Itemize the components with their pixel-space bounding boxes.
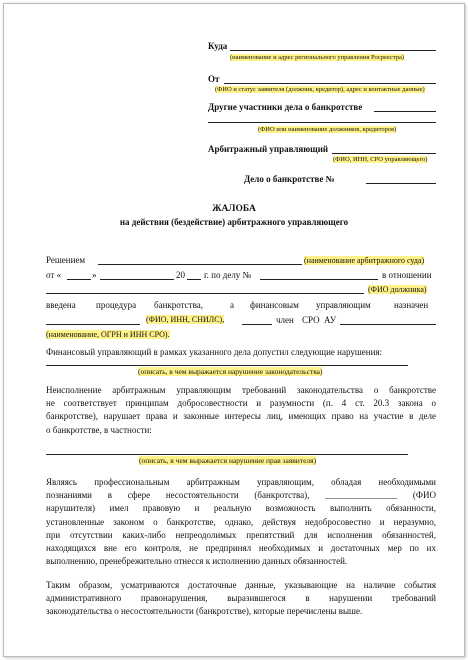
day-field-line xyxy=(67,279,91,280)
conclusion-line-1: Таким образом, усматриваются достаточные данные, указывающие на наличие события xyxy=(46,580,436,590)
sro-field-line xyxy=(340,324,436,325)
case-text: г. по делу № xyxy=(204,270,252,280)
fio-hint: (ФИО, ИНН, СНИЛС), xyxy=(146,315,225,324)
paragraph-professional xyxy=(46,476,436,568)
professional-line-5: при отсутствии каких-либо непреодолимых препятствий для исполнения обязанностей, xyxy=(46,529,436,540)
word-a: а xyxy=(230,300,234,310)
to-label: Куда xyxy=(208,41,228,51)
decision-word: Решением xyxy=(46,255,86,265)
professional-line-1: Являясь профессиональным арбитражным управляющим, обладая необходимыми xyxy=(46,477,436,487)
manager-field-line xyxy=(332,153,436,154)
date-from: от « xyxy=(46,270,62,280)
to-hint: (наименование и адрес регионального управления Росреестра) xyxy=(230,54,405,61)
to-field-line xyxy=(230,50,436,51)
court-field-line xyxy=(98,264,302,265)
case-number-line xyxy=(260,279,378,280)
conclusion-line-2: административного правонарушения, выразившегося в нарушении требований xyxy=(46,593,436,604)
manager-label: Арбитражный управляющий xyxy=(208,144,329,154)
debtor-field-line xyxy=(46,293,364,294)
nonfulfillment-line-2: не соответствует принципам добросовестности и разумности (п. 4 ст. 20.3 закона о xyxy=(46,398,436,409)
word-au: АУ xyxy=(324,315,337,325)
word-financial: финансовым xyxy=(250,300,299,310)
debtor-hint: (ФИО должника) xyxy=(368,285,427,294)
paragraph-conclusion xyxy=(46,579,436,619)
word-sro: СРО xyxy=(302,315,320,325)
violations-text: Финансовый управляющий в рамках указанного дела допустил следующие нарушения: xyxy=(46,347,383,357)
word-procedure: процедура xyxy=(96,300,137,310)
manager-hint: (ФИО, ИНН, СРО управляющего) xyxy=(333,156,428,163)
professional-line-3: нарушителя) имел правовую и реальную возможность выполнить обязанности, xyxy=(46,503,436,514)
violations-field-line xyxy=(46,365,408,366)
from-field-line xyxy=(224,83,436,84)
relation-word: в отношении xyxy=(382,270,432,280)
from-hint: (ФИО и статус заявителя (должник, кредитор), адрес и контактные данные) xyxy=(215,86,425,93)
year-field-line xyxy=(187,279,201,280)
nonfulfillment-line-3: банкротстве), нарушает права и законные интересы лиц, имеющих право на участие в деле xyxy=(46,411,436,422)
violations-hint: (описать, в чем выражается нарушение законодательства) xyxy=(138,367,323,376)
nonfulfillment-line-4: о банкротстве, в частности: xyxy=(46,424,152,435)
complaint-title: ЖАЛОБА xyxy=(212,204,256,214)
professional-line-4: установленные законом о банкротстве, однако, действуя недобросовестно и неразумно, xyxy=(46,516,436,527)
date-quote-close: » xyxy=(92,270,97,280)
complaint-subtitle: на действия (бездействие) арбитражного управляющего xyxy=(119,217,349,227)
manager-name-line xyxy=(46,324,140,325)
year-prefix: 20 xyxy=(176,270,185,280)
month-field-line xyxy=(100,279,174,280)
word-appointed: назначен xyxy=(394,300,429,310)
others-field-line-2 xyxy=(208,122,436,123)
court-hint: (наименование арбитражного суда) xyxy=(304,256,425,265)
case-label: Дело о банкротстве № xyxy=(244,174,335,184)
word-bankruptcy: банкротства, xyxy=(154,300,203,310)
word-introduced: введена xyxy=(46,300,76,310)
professional-line-2: познаниями в сфере несостоятельности (банкротства), ________________ (ФИО xyxy=(46,490,436,501)
professional-line-6: находящихся вне его контроля, не предпринял необходимых и достаточных мер по их xyxy=(46,543,436,554)
others-hint: (ФИО или наименование должников, кредиторов) xyxy=(258,126,397,133)
conclusion-line-3: законодательства о несостоятельности (банкротстве), которые перечислены выше. xyxy=(46,606,363,617)
manager-name-line-2 xyxy=(242,324,272,325)
word-manager: управляющим xyxy=(316,300,371,310)
case-field-line xyxy=(366,183,436,184)
word-member: член xyxy=(276,315,294,325)
others-label: Другие участники дела о банкротстве xyxy=(208,102,363,112)
professional-line-7: выполнению, пренебрежительно отнесся к исполнению данных обязанностей. xyxy=(46,556,348,567)
rights-hint: (описать, в чем выражается нарушение прав заявителя) xyxy=(139,456,317,465)
others-field-line xyxy=(374,111,436,112)
document-page xyxy=(3,3,465,657)
from-label: От xyxy=(208,74,220,84)
org-hint: (наименование, ОГРН и ИНН СРО). xyxy=(46,330,170,339)
nonfulfillment-line-1: Неисполнение арбитражным управляющим требований законодательства о банкротстве xyxy=(46,385,436,395)
paragraph-nonfulfillment xyxy=(46,384,436,437)
rights-field-line xyxy=(46,454,408,455)
